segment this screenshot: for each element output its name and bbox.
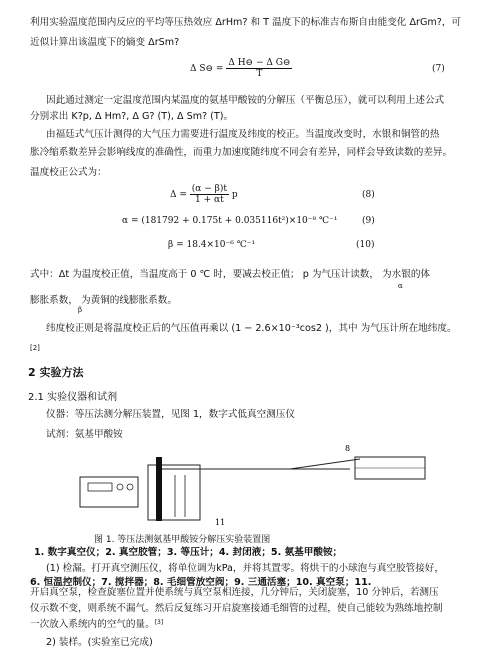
section-2-number: 2 bbox=[28, 366, 36, 379]
reagents-line: 试剂：氨基甲酸铵 bbox=[46, 429, 123, 440]
eq7-denominator: T bbox=[256, 69, 263, 79]
legend-line1: 1. 数字真空仪；2. 真空胶管；3. 等压计；4. 封闭液；5. 氨基甲酸铵； bbox=[34, 547, 343, 558]
eq8-lhs: Δ = bbox=[170, 190, 187, 200]
para1-line1: 利用实验温度范围内反应的平均等压热效应 ΔrHm? 和 T 温度下的标准吉布斯自由能变化 ΔrGm?，可 bbox=[30, 17, 462, 28]
vacuum-tubing bbox=[162, 459, 360, 469]
gauge-display bbox=[88, 483, 112, 491]
section-21-heading bbox=[28, 388, 117, 403]
section-2-heading bbox=[28, 364, 84, 380]
instruments-line: 仪器：等压法测分解压装置，见图 1，数字式低真空测压仪 bbox=[46, 409, 295, 420]
vacuum-gauge-box bbox=[80, 477, 138, 507]
equation-7 bbox=[190, 58, 292, 79]
para2-line1: 因此通过测定一定温度范围内某温度的氨基甲酸铵的分解压（平衡总压），就可以利用上述公式 bbox=[46, 95, 445, 106]
figure-label-11: 11 bbox=[215, 518, 226, 527]
gauge-knob-1 bbox=[117, 484, 123, 490]
isoteniscope bbox=[156, 457, 162, 521]
apparatus-figure bbox=[30, 444, 450, 527]
eq8-numerator: (α − β)t bbox=[191, 184, 227, 194]
para3-line1: 由福廷式气压计测得的大气压力需要进行温度及纬度的校正。当温度改变时，水银和铜管的热 bbox=[46, 129, 440, 140]
eq8-number: (8) bbox=[362, 190, 375, 200]
para6-line4 bbox=[30, 618, 163, 632]
para6-ref: [3] bbox=[154, 619, 164, 626]
figure-caption: 图 1. 等压法测氨基甲酸铵分解压实验装置图 bbox=[94, 535, 271, 545]
thermostat-bath bbox=[148, 465, 200, 520]
section-2-title: 实验方法 bbox=[39, 366, 84, 379]
para6-line2: 开启真空泵，检查旋塞位置并使系统与真空泵相连接，几分钟后，关闭旋塞，10 分钟后，若测压 bbox=[30, 587, 439, 598]
gauge-knob-2 bbox=[127, 484, 133, 490]
section-21-title: 实验仪器和试剂 bbox=[47, 392, 118, 403]
section-21-number: 2.1 bbox=[28, 392, 44, 403]
para6-line4-text: 一次放入系统内的空气的量。 bbox=[30, 619, 155, 630]
equation-9: α = (181792 + 0.175t + 0.035116t²)×10⁻⁸ ℃⁻¹ bbox=[122, 216, 338, 226]
para7-line1: 2) 装样。(实验室已完成) bbox=[46, 637, 153, 648]
eq9-number: (9) bbox=[362, 216, 375, 226]
para4-beta-mark: β bbox=[78, 306, 83, 314]
para1-line2: 近似计算出该温度下的熵变 ΔrSm? bbox=[30, 37, 180, 48]
eq7-lhs: Δ S⊖ = bbox=[190, 64, 224, 74]
eq7-fraction bbox=[226, 58, 292, 79]
eq8-fraction bbox=[190, 184, 229, 205]
para3-line3: 温度校正公式为： bbox=[30, 167, 107, 178]
para4-line2: 膨胀系数， 为黄铜的线膨胀系数。 bbox=[30, 295, 177, 306]
eq10-number: (10) bbox=[356, 240, 375, 250]
eq8-denominator: 1 + αt bbox=[195, 195, 224, 205]
eq7-number: (7) bbox=[432, 64, 445, 74]
eq7-numerator: Δ H⊖ − Δ G⊖ bbox=[228, 58, 291, 68]
eq8-rhs: p bbox=[231, 190, 238, 200]
para2-line2: 分别求出 K?p, Δ Hm?, Δ G? (T), Δ Sm? (T)。 bbox=[30, 111, 234, 122]
para3-line2: 胀冷缩系数差异会影响线度的准确性，而重力加速度随纬度不同会有差异，同样会导致读数的差异。 bbox=[30, 147, 453, 158]
para4-line1: 式中：Δt 为温度校正值，当温度高于 0 ℃ 时，要减去校正值； p 为气压计读数， 为水银的体 bbox=[30, 269, 431, 280]
legend-line2: 6. 恒温控制仪；7. 搅拌器；8. 毛细管放空阀；9. 三通活塞；10. 真空泵；11. bbox=[30, 577, 372, 588]
para4-alpha-mark: α bbox=[398, 282, 403, 290]
para6-line3: 仪示数不变，则系统不漏气。然后反复练习开启旋塞接通毛细管的过程，使自己能较为熟练地控制 bbox=[30, 603, 443, 614]
para6-line1: (1) 检漏。打开真空测压仪，将单位调为kPa，并将其置零。将烘干的小球泡与真空胶管接好， bbox=[46, 563, 444, 574]
figure-label-8: 8 bbox=[345, 444, 351, 453]
equation-8 bbox=[170, 184, 238, 205]
equation-10: β = 18.4×10⁻⁶ ℃⁻¹ bbox=[168, 240, 256, 250]
para5-line1: 纬度校正则是将温度校正后的气压值再乘以 (1 − 2.6×10⁻³cos2 )，其中 为气压计所在地纬度。 bbox=[46, 323, 457, 334]
para5-ref: [2] bbox=[30, 344, 40, 352]
